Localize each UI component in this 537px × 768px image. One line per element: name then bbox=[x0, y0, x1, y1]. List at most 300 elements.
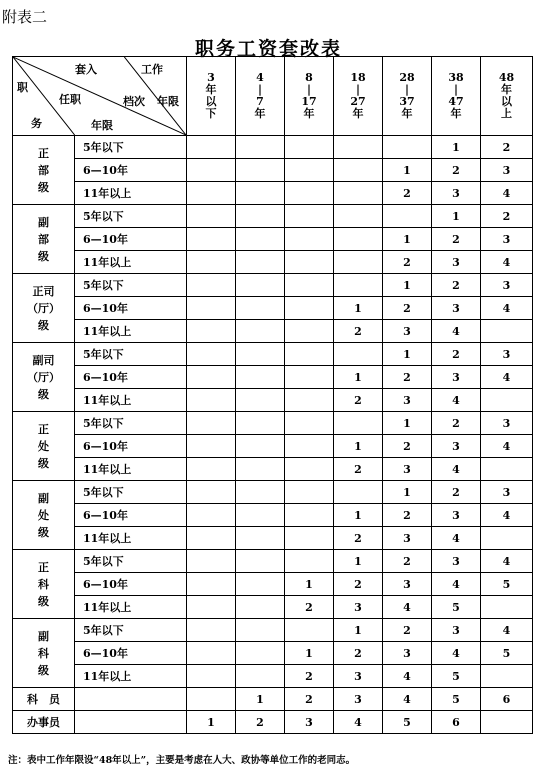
table-row bbox=[13, 642, 533, 665]
grade-cell: 6 bbox=[481, 688, 533, 711]
position-text: 部 bbox=[38, 232, 49, 246]
grade-cell: 1 bbox=[334, 550, 383, 573]
seniority-cell: 6—10年 bbox=[75, 435, 187, 458]
grade-cell: 4 bbox=[481, 251, 533, 274]
grade-cell bbox=[285, 619, 334, 642]
grade-cell: 2 bbox=[383, 297, 432, 320]
seniority-cell: 6—10年 bbox=[75, 573, 187, 596]
grade-cell: 3 bbox=[432, 182, 481, 205]
grade-cell bbox=[285, 251, 334, 274]
grade-cell: 2 bbox=[383, 504, 432, 527]
grade-cell: 2 bbox=[334, 320, 383, 343]
table-row bbox=[13, 343, 533, 366]
label-nianxian-bottom: 年限 bbox=[91, 119, 113, 132]
seniority-cell: 11年以上 bbox=[75, 320, 187, 343]
grade-cell bbox=[236, 251, 285, 274]
grade-cell bbox=[187, 596, 236, 619]
grade-cell: 1 bbox=[187, 711, 236, 734]
grade-cell bbox=[285, 297, 334, 320]
grade-cell bbox=[236, 596, 285, 619]
grade-cell bbox=[236, 320, 285, 343]
seniority-cell: 6—10年 bbox=[75, 228, 187, 251]
grade-cell bbox=[187, 642, 236, 665]
grade-cell: 5 bbox=[432, 688, 481, 711]
grade-cell bbox=[187, 527, 236, 550]
position-cell bbox=[13, 481, 75, 550]
grade-cell bbox=[187, 688, 236, 711]
grade-cell: 3 bbox=[383, 320, 432, 343]
column-header bbox=[285, 57, 334, 136]
column-header bbox=[334, 57, 383, 136]
grade-cell bbox=[236, 297, 285, 320]
column-header-text: 年 bbox=[401, 107, 413, 120]
seniority-cell: 5年以下 bbox=[75, 412, 187, 435]
column-header-text: 8 bbox=[305, 71, 313, 84]
position-text: 科 bbox=[38, 577, 49, 591]
column-header-text: 下 bbox=[205, 107, 217, 120]
seniority-cell: 6—10年 bbox=[75, 642, 187, 665]
grade-cell bbox=[236, 527, 285, 550]
seniority-cell: 11年以上 bbox=[75, 527, 187, 550]
grade-cell bbox=[236, 366, 285, 389]
grade-cell bbox=[236, 550, 285, 573]
label-taoru: 套入 bbox=[75, 63, 97, 76]
grade-cell: 2 bbox=[432, 274, 481, 297]
label-dangci: 档次 bbox=[123, 95, 145, 108]
grade-cell bbox=[187, 343, 236, 366]
column-header-text: 17 bbox=[301, 95, 317, 108]
grade-cell bbox=[285, 182, 334, 205]
grade-cell: 2 bbox=[285, 665, 334, 688]
grade-cell bbox=[236, 642, 285, 665]
column-header-text: 7 bbox=[256, 95, 264, 108]
table-row bbox=[13, 688, 533, 711]
column-header bbox=[481, 57, 533, 136]
grade-cell bbox=[187, 619, 236, 642]
position-cell: 科 员 bbox=[13, 688, 75, 711]
grade-cell bbox=[236, 412, 285, 435]
footnote: 注：表中工作年限设“48年以上”，主要是考虑在人大、政协等单位工作的老同志。 bbox=[8, 755, 356, 766]
label-zhi: 职 bbox=[17, 81, 28, 94]
column-header-text: 37 bbox=[399, 95, 415, 108]
grade-cell: 1 bbox=[285, 642, 334, 665]
grade-cell bbox=[236, 481, 285, 504]
table-row bbox=[13, 274, 533, 297]
grade-cell: 2 bbox=[383, 366, 432, 389]
table-row bbox=[13, 711, 533, 734]
position-cell: 办事员 bbox=[13, 711, 75, 734]
table-row bbox=[13, 320, 533, 343]
grade-cell bbox=[334, 182, 383, 205]
grade-cell: 3 bbox=[432, 435, 481, 458]
position-text: 副 bbox=[38, 491, 49, 505]
seniority-cell: 6—10年 bbox=[75, 297, 187, 320]
seniority-cell: 11年以上 bbox=[75, 251, 187, 274]
grade-cell bbox=[187, 504, 236, 527]
grade-cell bbox=[285, 550, 334, 573]
grade-cell: 2 bbox=[236, 711, 285, 734]
column-header-text: 年 bbox=[254, 107, 266, 120]
table-row bbox=[13, 182, 533, 205]
grade-cell: 1 bbox=[383, 343, 432, 366]
grade-cell bbox=[285, 481, 334, 504]
grade-cell: 2 bbox=[334, 458, 383, 481]
column-header-text: | bbox=[453, 83, 458, 96]
grade-cell bbox=[236, 504, 285, 527]
column-header-text: 18 bbox=[350, 71, 366, 84]
position-text: 级 bbox=[38, 318, 49, 332]
column-header bbox=[236, 57, 285, 136]
position-cell bbox=[13, 412, 75, 481]
grade-cell: 2 bbox=[334, 527, 383, 550]
position-text: 级 bbox=[38, 249, 49, 263]
column-header bbox=[383, 57, 432, 136]
grade-cell: 2 bbox=[432, 343, 481, 366]
position-text: 正 bbox=[38, 560, 49, 574]
grade-cell bbox=[236, 228, 285, 251]
grade-cell bbox=[285, 159, 334, 182]
grade-cell bbox=[236, 573, 285, 596]
grade-cell bbox=[285, 343, 334, 366]
position-text: 科 bbox=[38, 646, 49, 660]
grade-cell bbox=[236, 435, 285, 458]
grade-cell: 2 bbox=[334, 573, 383, 596]
grade-cell: 3 bbox=[481, 228, 533, 251]
grade-cell: 3 bbox=[432, 504, 481, 527]
label-renzhi: 任职 bbox=[59, 93, 81, 106]
position-text: 处 bbox=[38, 508, 49, 522]
column-header-text: 年 bbox=[501, 83, 512, 96]
table-row bbox=[13, 596, 533, 619]
column-header-text: 年 bbox=[205, 83, 217, 96]
grade-cell: 1 bbox=[432, 205, 481, 228]
table-body bbox=[13, 136, 533, 734]
grade-cell bbox=[481, 665, 533, 688]
table-title: 职务工资套改表 bbox=[194, 38, 342, 60]
column-header-text: | bbox=[355, 83, 360, 96]
grade-cell bbox=[187, 297, 236, 320]
grade-cell: 1 bbox=[383, 274, 432, 297]
grade-cell bbox=[481, 458, 533, 481]
column-header-text: 以 bbox=[205, 95, 217, 108]
grade-cell bbox=[383, 205, 432, 228]
grade-cell: 3 bbox=[432, 550, 481, 573]
grade-cell bbox=[285, 412, 334, 435]
position-text: 副 bbox=[38, 215, 49, 229]
grade-cell bbox=[236, 205, 285, 228]
position-text: 处 bbox=[38, 439, 49, 453]
column-header-text: 47 bbox=[448, 95, 464, 108]
grade-cell: 1 bbox=[432, 136, 481, 159]
grade-cell bbox=[285, 274, 334, 297]
position-text: 级 bbox=[38, 594, 49, 608]
position-text: 级 bbox=[38, 525, 49, 539]
position-cell bbox=[13, 274, 75, 343]
grade-cell bbox=[334, 159, 383, 182]
grade-cell: 4 bbox=[432, 573, 481, 596]
seniority-cell: 6—10年 bbox=[75, 366, 187, 389]
position-text: 级 bbox=[38, 663, 49, 677]
grade-cell bbox=[334, 343, 383, 366]
label-gongzuo: 工作 bbox=[141, 63, 163, 76]
grade-cell bbox=[187, 274, 236, 297]
grade-cell bbox=[236, 274, 285, 297]
grade-cell bbox=[334, 274, 383, 297]
grade-cell: 2 bbox=[383, 619, 432, 642]
position-text: 级 bbox=[38, 456, 49, 470]
label-nianxian-top: 年限 bbox=[157, 95, 179, 108]
column-header-text: 27 bbox=[350, 95, 366, 108]
grade-cell: 1 bbox=[383, 159, 432, 182]
grade-cell bbox=[285, 320, 334, 343]
grade-cell: 3 bbox=[383, 527, 432, 550]
grade-cell: 3 bbox=[383, 573, 432, 596]
grade-cell bbox=[236, 389, 285, 412]
salary-conversion-table bbox=[12, 56, 533, 734]
seniority-cell: 5年以下 bbox=[75, 481, 187, 504]
grade-cell: 2 bbox=[383, 251, 432, 274]
grade-cell: 3 bbox=[432, 251, 481, 274]
grade-cell: 1 bbox=[334, 435, 383, 458]
seniority-cell: 11年以上 bbox=[75, 458, 187, 481]
grade-cell bbox=[334, 412, 383, 435]
position-text: 正 bbox=[38, 422, 49, 436]
grade-cell bbox=[334, 136, 383, 159]
grade-cell: 3 bbox=[383, 458, 432, 481]
grade-cell: 5 bbox=[481, 642, 533, 665]
table-row bbox=[13, 481, 533, 504]
grade-cell: 3 bbox=[481, 159, 533, 182]
column-header-text: 4 bbox=[256, 71, 264, 84]
grade-cell: 3 bbox=[334, 688, 383, 711]
column-header-text: 上 bbox=[501, 107, 512, 120]
position-cell bbox=[13, 205, 75, 274]
grade-cell: 5 bbox=[432, 596, 481, 619]
grade-cell bbox=[187, 205, 236, 228]
table-row bbox=[13, 619, 533, 642]
table-row bbox=[13, 136, 533, 159]
table-row bbox=[13, 435, 533, 458]
grade-cell bbox=[334, 251, 383, 274]
column-header-text: | bbox=[306, 83, 311, 96]
table-row bbox=[13, 228, 533, 251]
grade-cell: 3 bbox=[285, 711, 334, 734]
grade-cell bbox=[285, 435, 334, 458]
grade-cell: 1 bbox=[236, 688, 285, 711]
grade-cell: 2 bbox=[383, 435, 432, 458]
grade-cell: 3 bbox=[383, 642, 432, 665]
grade-cell bbox=[285, 504, 334, 527]
column-header-text: 38 bbox=[448, 71, 464, 84]
grade-cell bbox=[285, 136, 334, 159]
grade-cell: 3 bbox=[481, 412, 533, 435]
seniority-cell bbox=[75, 688, 187, 711]
grade-cell: 2 bbox=[481, 136, 533, 159]
seniority-cell: 11年以上 bbox=[75, 182, 187, 205]
position-text: 副司 bbox=[32, 353, 55, 367]
grade-cell: 3 bbox=[481, 343, 533, 366]
seniority-cell: 5年以下 bbox=[75, 205, 187, 228]
grade-cell: 1 bbox=[334, 297, 383, 320]
seniority-cell: 11年以上 bbox=[75, 596, 187, 619]
grade-cell bbox=[383, 136, 432, 159]
grade-cell bbox=[481, 389, 533, 412]
position-text: 级 bbox=[38, 180, 49, 194]
position-text: 正 bbox=[38, 146, 49, 160]
appendix-label: 附表二 bbox=[2, 8, 48, 26]
grade-cell bbox=[187, 550, 236, 573]
grade-cell: 3 bbox=[432, 366, 481, 389]
grade-cell bbox=[187, 389, 236, 412]
grade-cell bbox=[236, 458, 285, 481]
seniority-cell: 11年以上 bbox=[75, 665, 187, 688]
grade-cell: 6 bbox=[432, 711, 481, 734]
column-header-text: | bbox=[257, 83, 262, 96]
grade-cell: 2 bbox=[285, 688, 334, 711]
grade-cell bbox=[236, 619, 285, 642]
grade-cell bbox=[236, 343, 285, 366]
grade-cell bbox=[334, 228, 383, 251]
seniority-cell bbox=[75, 711, 187, 734]
grade-cell: 5 bbox=[481, 573, 533, 596]
column-header-text: 年 bbox=[352, 107, 364, 120]
grade-cell bbox=[334, 205, 383, 228]
position-text: 级 bbox=[38, 387, 49, 401]
grade-cell bbox=[187, 458, 236, 481]
grade-cell: 4 bbox=[334, 711, 383, 734]
grade-cell bbox=[285, 458, 334, 481]
grade-cell bbox=[187, 182, 236, 205]
column-header-text: 48 bbox=[498, 71, 515, 84]
grade-cell: 2 bbox=[481, 205, 533, 228]
position-text: 部 bbox=[38, 163, 49, 177]
seniority-cell: 5年以下 bbox=[75, 136, 187, 159]
grade-cell: 4 bbox=[481, 550, 533, 573]
grade-cell: 4 bbox=[432, 389, 481, 412]
position-text: 正司 bbox=[32, 284, 55, 298]
grade-cell: 4 bbox=[481, 504, 533, 527]
label-wu: 务 bbox=[31, 117, 42, 130]
grade-cell: 2 bbox=[432, 228, 481, 251]
grade-cell: 3 bbox=[383, 389, 432, 412]
grade-cell: 4 bbox=[432, 642, 481, 665]
grade-cell: 4 bbox=[481, 619, 533, 642]
grade-cell: 4 bbox=[481, 182, 533, 205]
table-row bbox=[13, 665, 533, 688]
grade-cell: 2 bbox=[383, 550, 432, 573]
column-header bbox=[432, 57, 481, 136]
table-row bbox=[13, 251, 533, 274]
grade-cell: 1 bbox=[383, 228, 432, 251]
position-text: 副 bbox=[38, 629, 49, 643]
grade-cell bbox=[236, 159, 285, 182]
grade-cell: 3 bbox=[334, 665, 383, 688]
grade-cell: 2 bbox=[334, 642, 383, 665]
position-cell bbox=[13, 619, 75, 688]
table-row bbox=[13, 159, 533, 182]
grade-cell bbox=[334, 481, 383, 504]
grade-cell bbox=[285, 205, 334, 228]
grade-cell: 1 bbox=[383, 412, 432, 435]
position-cell bbox=[13, 550, 75, 619]
grade-cell: 4 bbox=[432, 458, 481, 481]
seniority-cell: 11年以上 bbox=[75, 389, 187, 412]
seniority-cell: 5年以下 bbox=[75, 550, 187, 573]
grade-cell: 4 bbox=[432, 320, 481, 343]
grade-cell bbox=[187, 573, 236, 596]
column-header bbox=[187, 57, 236, 136]
header-row bbox=[13, 57, 533, 136]
grade-cell: 2 bbox=[383, 182, 432, 205]
grade-cell: 3 bbox=[481, 481, 533, 504]
grade-cell: 3 bbox=[334, 596, 383, 619]
seniority-cell: 5年以下 bbox=[75, 343, 187, 366]
grade-cell: 1 bbox=[334, 504, 383, 527]
grade-cell: 3 bbox=[481, 274, 533, 297]
grade-cell bbox=[285, 389, 334, 412]
table-row bbox=[13, 389, 533, 412]
grade-cell bbox=[481, 711, 533, 734]
table-row bbox=[13, 504, 533, 527]
grade-cell bbox=[285, 527, 334, 550]
grade-cell bbox=[481, 527, 533, 550]
grade-cell bbox=[481, 596, 533, 619]
grade-cell bbox=[481, 320, 533, 343]
position-text: （厅） bbox=[27, 370, 60, 384]
grade-cell: 2 bbox=[334, 389, 383, 412]
grade-cell: 4 bbox=[481, 366, 533, 389]
grade-cell bbox=[187, 320, 236, 343]
grade-cell: 3 bbox=[432, 619, 481, 642]
grade-cell bbox=[187, 412, 236, 435]
grade-cell: 1 bbox=[285, 573, 334, 596]
grade-cell: 4 bbox=[383, 665, 432, 688]
table-row bbox=[13, 550, 533, 573]
seniority-cell: 6—10年 bbox=[75, 504, 187, 527]
grade-cell bbox=[236, 182, 285, 205]
seniority-cell: 5年以下 bbox=[75, 619, 187, 642]
grade-cell bbox=[236, 665, 285, 688]
table-row bbox=[13, 205, 533, 228]
grade-cell: 5 bbox=[432, 665, 481, 688]
seniority-cell: 5年以下 bbox=[75, 274, 187, 297]
grade-cell bbox=[285, 228, 334, 251]
grade-cell bbox=[187, 366, 236, 389]
grade-cell: 5 bbox=[383, 711, 432, 734]
grade-cell bbox=[187, 136, 236, 159]
column-header-text: 以 bbox=[501, 95, 512, 108]
table-row bbox=[13, 573, 533, 596]
grade-cell: 1 bbox=[334, 619, 383, 642]
grade-cell bbox=[187, 159, 236, 182]
grade-cell: 4 bbox=[383, 596, 432, 619]
grade-cell: 1 bbox=[383, 481, 432, 504]
grade-cell bbox=[236, 136, 285, 159]
grade-cell: 2 bbox=[432, 412, 481, 435]
grade-cell bbox=[285, 366, 334, 389]
column-header-text: 28 bbox=[399, 71, 415, 84]
column-header-text: 年 bbox=[303, 107, 315, 120]
grade-cell: 1 bbox=[334, 366, 383, 389]
grade-cell: 4 bbox=[481, 435, 533, 458]
column-header-text: 3 bbox=[207, 71, 215, 84]
table-row bbox=[13, 527, 533, 550]
table-row bbox=[13, 458, 533, 481]
table-row bbox=[13, 297, 533, 320]
grade-cell: 2 bbox=[432, 481, 481, 504]
position-cell bbox=[13, 136, 75, 205]
grade-cell: 2 bbox=[432, 159, 481, 182]
